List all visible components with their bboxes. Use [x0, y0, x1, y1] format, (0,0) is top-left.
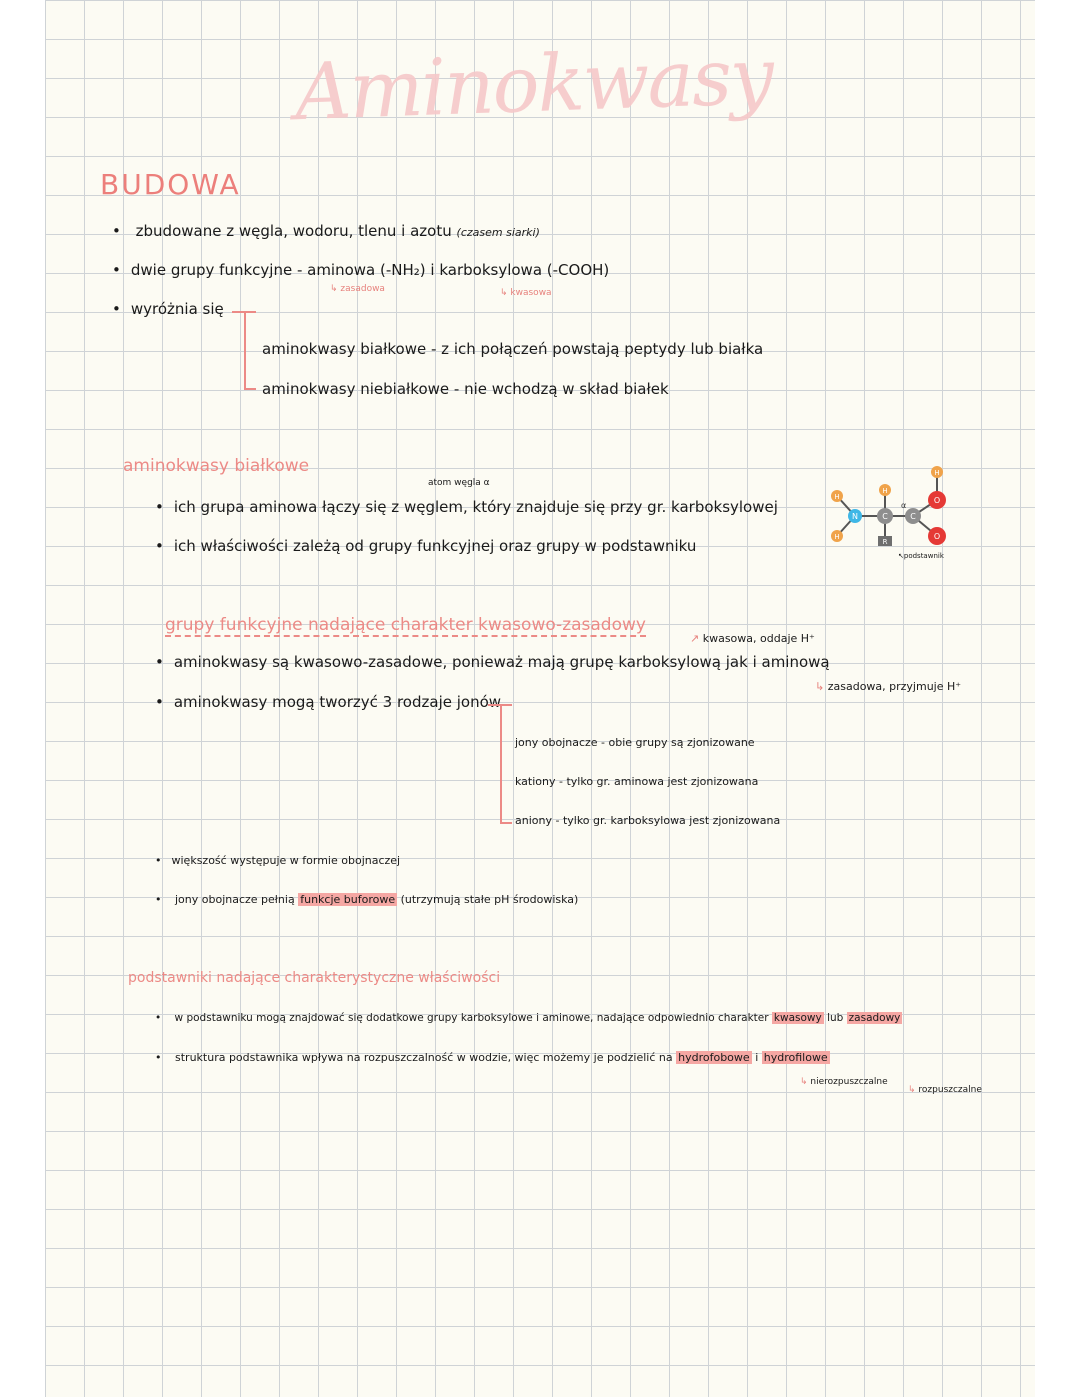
podstawniki-bullet-2: • struktura podstawnika wpływa na rozpuszczalność w wodzie, więc możemy je podzielić na hydrofobowe i hydrofilowe: [155, 1051, 830, 1064]
note-kwasowa: ↳ kwasowa: [500, 288, 552, 298]
atom-label: O: [933, 496, 941, 505]
bialkowe-bullet-2: • ich właściwości zależą od grupy funkcyjnej oraz grupy w podstawniku: [155, 537, 696, 555]
bialkowe-bullet-1: • ich grupa aminowa łączy się z węglem, który znajduje się przy gr. karboksylowej: [155, 498, 778, 516]
atom-label: C: [910, 512, 916, 521]
highlight-funkcje-buforowe: funkcje buforowe: [300, 893, 396, 906]
branch-bialkowe: aminokwasy białkowe - z ich połączeń powstają peptydy lub białka: [262, 340, 764, 358]
section-heading-budowa: BUDOWA: [100, 168, 241, 201]
podstawniki-bullet-1: • w podstawniku mogą znajdować się dodatkowe grupy karboksylowe i aminowe, nadające odpowiednio charakter kwasowy lub zasadowy: [155, 1012, 902, 1024]
note-kwasowa-oddaje: ↗ kwasowa, oddaje H⁺: [690, 632, 815, 645]
bracket-connector: [232, 311, 246, 313]
note-zasadowa-przyjmuje: ↳ zasadowa, przyjmuje H⁺: [815, 680, 962, 693]
grupy-bullet-1: • aminokwasy są kwasowo-zasadowe, ponieważ mają grupę karboksylową jak i aminową: [155, 653, 830, 671]
highlight-hydrofilowe: hydrofilowe: [763, 1051, 828, 1064]
highlight-kwasowy: kwasowy: [773, 1012, 822, 1024]
section-heading-bialkowe: aminokwasy białkowe: [123, 456, 310, 476]
note-nierozpuszczalne: ↳ nierozpuszczalne: [800, 1077, 888, 1087]
podstawnik-label: ↖podstawnik: [898, 552, 944, 560]
atom-label: R: [882, 538, 888, 546]
ion-obojnacze: jony obojnacze - obie grupy są zjonizowane: [515, 736, 755, 749]
bracket-budowa: [244, 311, 256, 390]
budowa-bullet-3: • wyróżnia się: [112, 300, 224, 318]
budowa-bullet-2: • dwie grupy funkcyjne - aminowa (-NH₂) i karboksylowa (-COOH): [112, 261, 609, 279]
atom-label: N: [852, 512, 858, 521]
highlight-hydrofobowe: hydrofobowe: [678, 1051, 750, 1064]
atom-label: H: [834, 493, 840, 501]
branch-niebialkowe: aminokwasy niebiałkowe - nie wchodzą w skład białek: [262, 380, 669, 398]
atom-label: H: [882, 487, 888, 495]
atom-label: H: [834, 533, 840, 541]
note-atom-wegla: atom węgla α: [428, 478, 490, 488]
highlight-zasadowy: zasadowy: [848, 1012, 901, 1024]
section-heading-podstawniki: podstawniki nadające charakterystyczne właściwości: [128, 970, 501, 986]
atom-label: H: [934, 469, 940, 477]
ion-aniony: aniony - tylko gr. karboksylowa jest zjonizowana: [515, 814, 781, 827]
atom-label: C: [882, 512, 888, 521]
alpha-label: α: [901, 501, 907, 510]
note-zasadowa: ↳ zasadowa: [330, 284, 385, 294]
grupy-bullet-4: • jony obojnacze pełnią funkcje buforowe (utrzymują stałe pH środowiska): [155, 893, 578, 906]
page-title: Aminokwasy: [293, 31, 774, 139]
grupy-bullet-3: • większość występuje w formie obojnaczej: [155, 854, 400, 867]
bracket-ions: [500, 704, 512, 824]
section-heading-grupy: grupy funkcyjne nadające charakter kwasowo-zasadowy: [165, 615, 646, 635]
budowa-bullet-1: • zbudowane z węgla, wodoru, tlenu i azotu (czasem siarki): [112, 222, 540, 240]
ion-kationy: kationy - tylko gr. aminowa jest zjonizowana: [515, 775, 759, 788]
note-rozpuszczalne: ↳ rozpuszczalne: [908, 1085, 982, 1095]
atom-label: O: [933, 532, 941, 541]
grupy-bullet-2: • aminokwasy mogą tworzyć 3 rodzaje jonów: [155, 693, 501, 711]
